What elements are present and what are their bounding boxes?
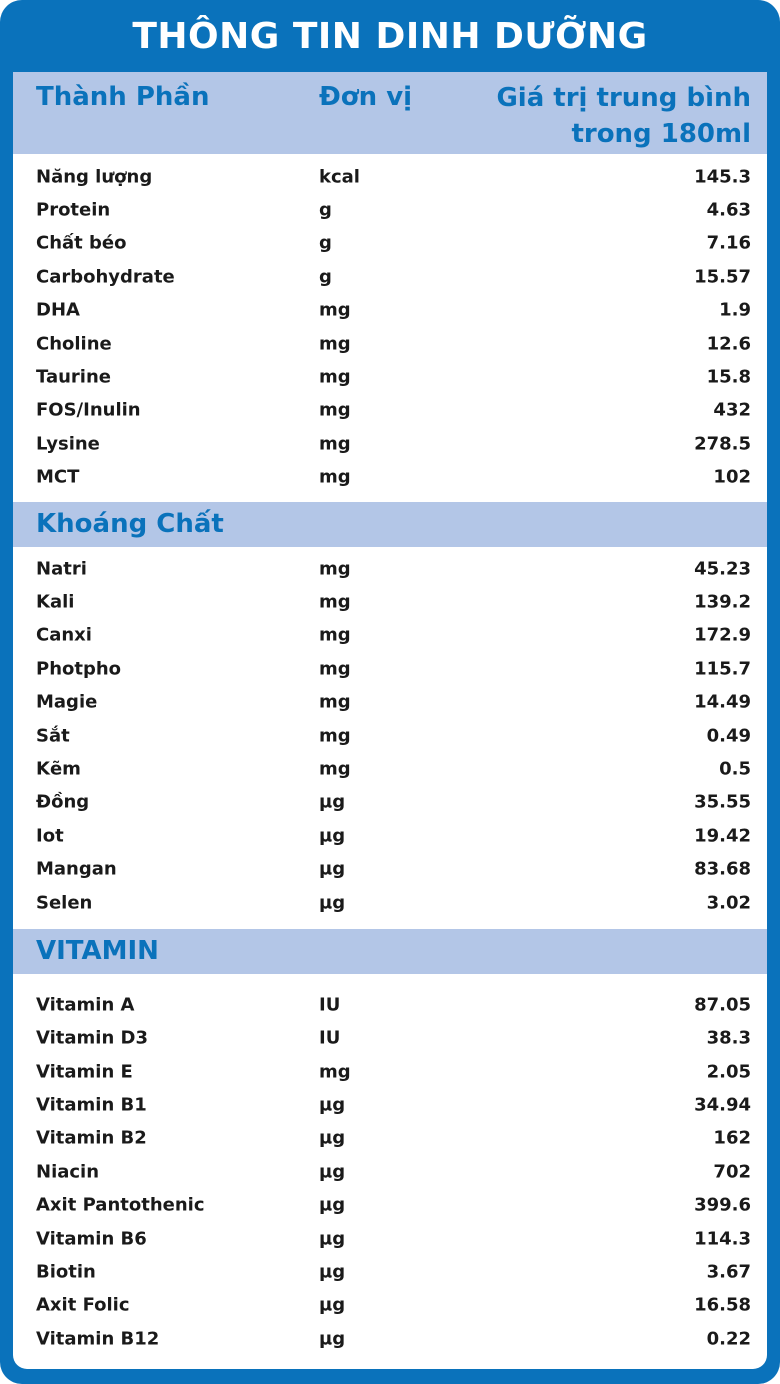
nutrient-unit: mg	[319, 1061, 351, 1083]
nutrient-value: 115.7	[694, 658, 751, 680]
table-row	[13, 1222, 767, 1255]
nutrient-name: MCT	[36, 466, 80, 488]
table-row	[13, 585, 767, 618]
table-row	[13, 1122, 767, 1155]
nutrient-name: Vitamin B12	[36, 1328, 160, 1350]
table-row	[13, 852, 767, 885]
label-title: THÔNG TIN DINH DƯỠNG	[132, 15, 648, 57]
table-row	[13, 160, 767, 193]
nutrient-name: Đồng	[36, 791, 90, 813]
header-value-line2: trong 180ml	[571, 119, 751, 149]
table-row	[13, 193, 767, 226]
table-row	[13, 327, 767, 360]
nutrient-unit: mg	[319, 333, 351, 355]
nutrient-value: 102	[713, 466, 751, 488]
nutrient-value: 45.23	[694, 558, 751, 580]
nutrient-name: Niacin	[36, 1161, 100, 1183]
nutrient-value: 3.67	[706, 1261, 751, 1283]
table-row	[13, 552, 767, 585]
nutrient-unit: mg	[319, 725, 351, 747]
table-row	[13, 294, 767, 327]
nutrient-unit: µg	[319, 825, 346, 847]
minerals-list	[13, 547, 767, 929]
vitamins-section-title: VITAMIN	[13, 929, 767, 974]
nutrient-value: 278.5	[694, 433, 751, 455]
table-row	[13, 719, 767, 752]
table-header	[13, 72, 767, 154]
table-row	[13, 988, 767, 1021]
nutrient-name: Biotin	[36, 1261, 96, 1283]
header-value-line1: Giá trị trung bình	[496, 83, 751, 113]
nutrient-name: Lysine	[36, 433, 100, 455]
nutrient-name: Choline	[36, 333, 112, 355]
nutrient-value: 145.3	[694, 166, 751, 188]
nutrient-unit: IU	[319, 1027, 341, 1049]
nutrient-unit: µg	[319, 1127, 346, 1149]
table-row	[13, 1189, 767, 1222]
header-unit: Đơn vị	[319, 82, 413, 112]
table-row	[13, 1322, 767, 1355]
nutrient-unit: µg	[319, 1094, 346, 1116]
nutrient-name: Vitamin B1	[36, 1094, 147, 1116]
nutrient-unit: mg	[319, 658, 351, 680]
nutrient-unit: mg	[319, 366, 351, 388]
nutrient-name: Kẽm	[36, 758, 81, 780]
minerals-section-title: Khoáng Chất	[13, 502, 767, 547]
nutrient-name: Iot	[36, 825, 64, 847]
nutrient-unit: µg	[319, 858, 346, 880]
nutrient-value: 3.02	[706, 892, 751, 913]
nutrient-unit: µg	[319, 1161, 346, 1183]
nutrient-unit: kcal	[319, 166, 360, 188]
table-row	[13, 1289, 767, 1322]
nutrient-unit: mg	[319, 433, 351, 455]
nutrient-name: Chất béo	[36, 232, 127, 254]
nutrient-value: 172.9	[694, 624, 751, 646]
nutrient-unit: µg	[319, 791, 346, 813]
nutrient-value: 432	[713, 399, 751, 421]
nutrient-unit: µg	[319, 1194, 346, 1216]
nutrient-unit: µg	[319, 1228, 346, 1250]
nutrient-name: Axit Pantothenic	[36, 1194, 205, 1216]
nutrient-value: 702	[713, 1161, 751, 1183]
nutrient-unit: µg	[319, 1294, 346, 1316]
nutrient-value: 34.94	[694, 1094, 751, 1116]
nutrient-name: Năng lượng	[36, 166, 153, 188]
table-row	[13, 394, 767, 427]
table-row	[13, 1022, 767, 1055]
nutrient-name: Vitamin B6	[36, 1228, 147, 1250]
nutrient-unit: mg	[319, 691, 351, 713]
table-row	[13, 260, 767, 293]
nutrient-value: 12.6	[706, 333, 751, 355]
table-row	[13, 427, 767, 460]
nutrient-value: 0.49	[706, 725, 751, 747]
nutrient-value: 35.55	[694, 791, 751, 813]
table-row	[13, 752, 767, 785]
vitamins-list	[13, 974, 767, 1365]
nutrient-name: Axit Folic	[36, 1294, 130, 1316]
nutrient-name: Kali	[36, 591, 75, 613]
nutrient-name: Photpho	[36, 658, 122, 680]
nutrient-name: Vitamin A	[36, 994, 135, 1016]
table-row	[13, 1155, 767, 1188]
table-row	[13, 227, 767, 260]
nutrient-value: 14.49	[694, 691, 751, 713]
nutrient-unit: mg	[319, 591, 351, 613]
nutrients-list	[13, 154, 767, 502]
nutrient-name: Vitamin E	[36, 1061, 133, 1083]
nutrient-name: Canxi	[36, 624, 92, 646]
table-row	[13, 1088, 767, 1121]
nutrient-unit: g	[319, 199, 332, 221]
nutrient-name: Taurine	[36, 366, 111, 388]
nutrient-value: 139.2	[694, 591, 751, 613]
table-row	[13, 1055, 767, 1088]
nutrient-unit: g	[319, 266, 332, 288]
nutrient-unit: mg	[319, 624, 351, 646]
nutrient-value: 19.42	[694, 825, 751, 847]
nutrition-table	[13, 72, 767, 1369]
table-row	[13, 886, 767, 919]
nutrient-unit: µg	[319, 1261, 346, 1283]
nutrient-unit: mg	[319, 399, 351, 421]
table-row	[13, 786, 767, 819]
nutrient-name: Vitamin B2	[36, 1127, 147, 1149]
nutrient-unit: µg	[319, 1328, 346, 1350]
nutrient-name: Magie	[36, 691, 98, 713]
nutrient-unit: mg	[319, 299, 351, 321]
nutrient-value: 87.05	[694, 994, 751, 1016]
nutrient-name: Sắt	[36, 725, 70, 747]
table-row	[13, 819, 767, 852]
nutrient-name: Selen	[36, 892, 93, 913]
nutrient-unit: mg	[319, 558, 351, 580]
nutrient-name: Carbohydrate	[36, 266, 175, 288]
nutrient-unit: µg	[319, 892, 346, 913]
nutrient-value: 38.3	[706, 1027, 751, 1049]
nutrient-name: DHA	[36, 299, 80, 321]
table-row	[13, 685, 767, 718]
nutrient-unit: IU	[319, 994, 341, 1016]
nutrient-unit: mg	[319, 466, 351, 488]
nutrient-name: FOS/Inulin	[36, 399, 141, 421]
nutrient-value: 0.5	[719, 758, 751, 780]
nutrient-value: 4.63	[706, 199, 751, 221]
nutrient-unit: mg	[319, 758, 351, 780]
nutrient-name: Vitamin D3	[36, 1027, 149, 1049]
nutrient-name: Mangan	[36, 858, 117, 880]
nutrient-value: 162	[713, 1127, 751, 1149]
nutrient-value: 2.05	[706, 1061, 751, 1083]
nutrient-value: 83.68	[694, 858, 751, 880]
nutrient-value: 15.57	[694, 266, 751, 288]
header-name: Thành Phần	[36, 82, 210, 112]
table-row	[13, 619, 767, 652]
nutrient-value: 399.6	[694, 1194, 751, 1216]
table-row	[13, 652, 767, 685]
table-row	[13, 461, 767, 494]
nutrient-unit: g	[319, 232, 332, 254]
nutrient-value: 7.16	[706, 232, 751, 254]
nutrient-value: 1.9	[719, 299, 751, 321]
nutrient-name: Protein	[36, 199, 111, 221]
header-value	[431, 80, 751, 152]
nutrient-value: 15.8	[706, 366, 751, 388]
nutrient-value: 16.58	[694, 1294, 751, 1316]
nutrient-value: 0.22	[706, 1328, 751, 1350]
nutrient-name: Natri	[36, 558, 87, 580]
nutrient-value: 114.3	[694, 1228, 751, 1250]
table-row	[13, 1255, 767, 1288]
table-row	[13, 360, 767, 393]
